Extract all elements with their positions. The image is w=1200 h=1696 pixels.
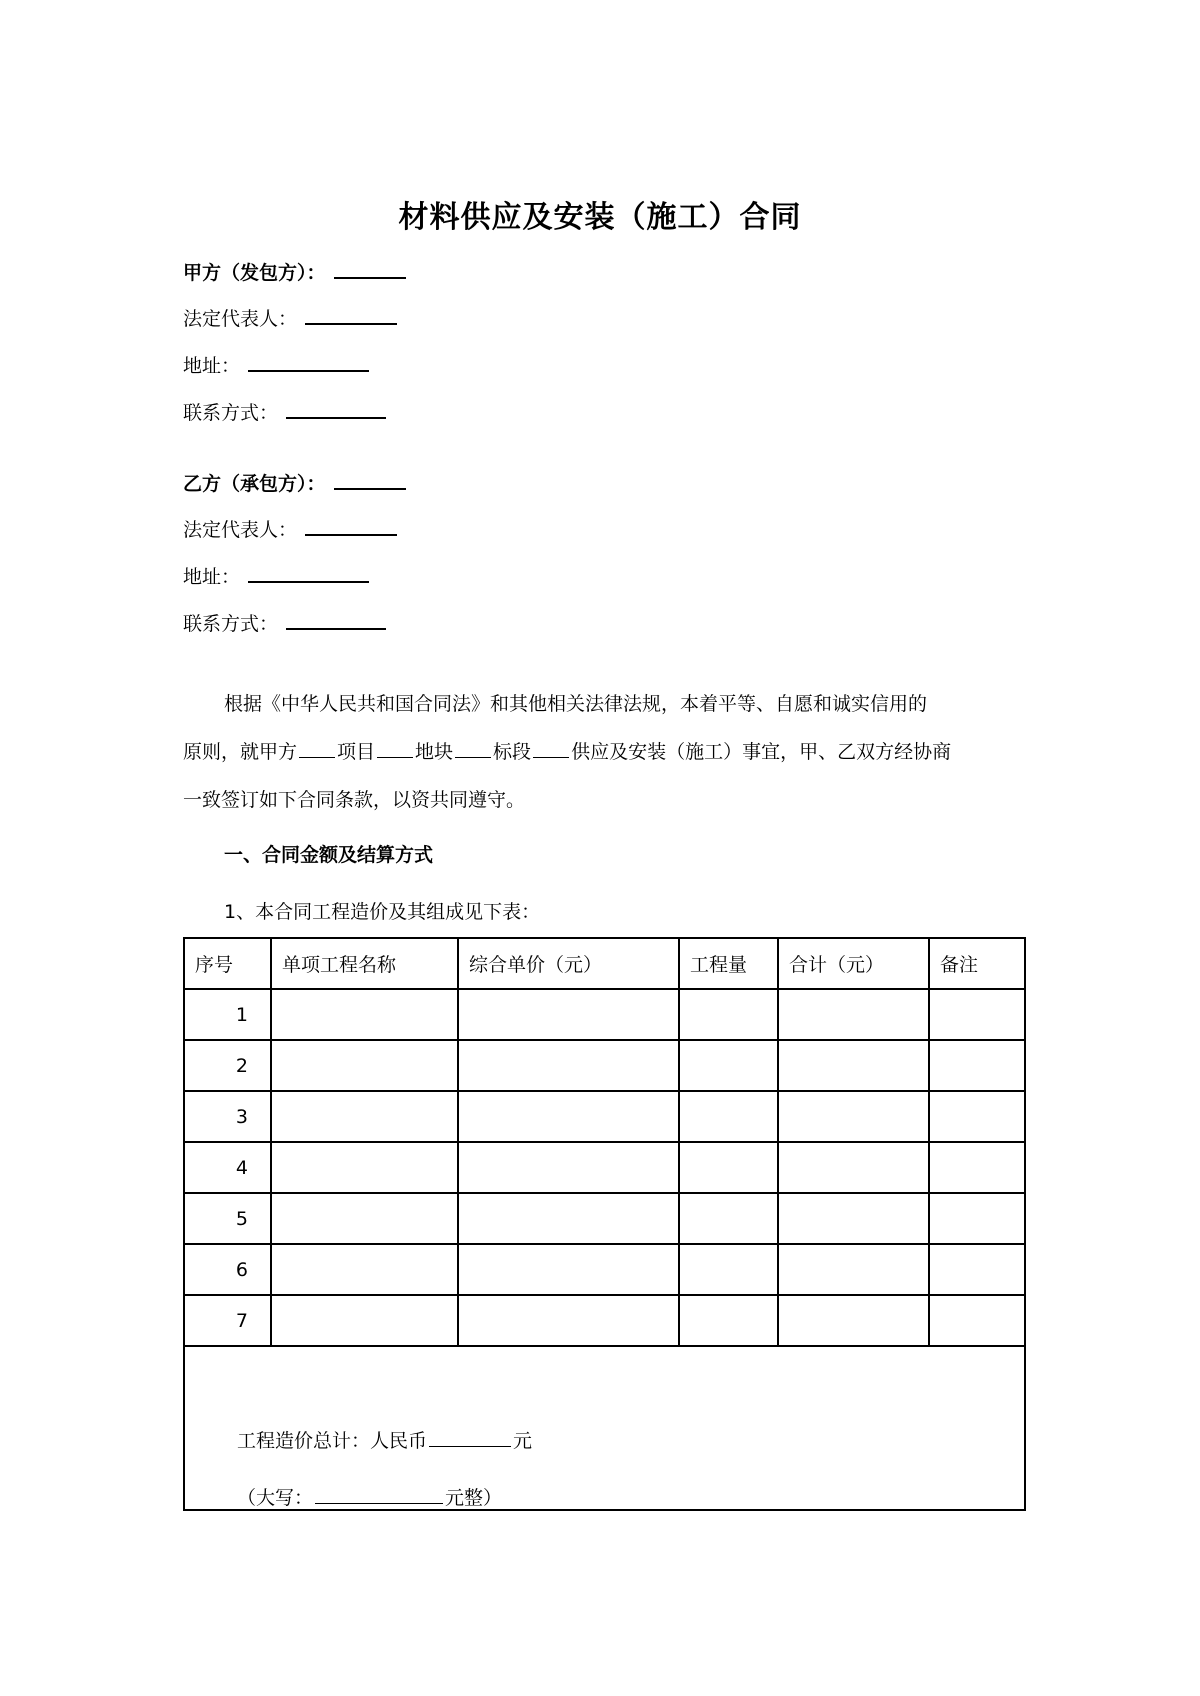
row-number: 5 <box>184 1193 271 1244</box>
cell-quantity[interactable] <box>679 1091 778 1142</box>
row-number: 6 <box>184 1244 271 1295</box>
plot-blank[interactable] <box>377 743 413 758</box>
cell-remarks[interactable] <box>929 1091 1025 1142</box>
total-amount-line <box>237 1426 532 1453</box>
section-blank[interactable] <box>455 743 491 758</box>
party-b-contact-line <box>183 610 386 636</box>
preamble-line-3: 一致签订如下合同条款，以资共同遵守。 <box>183 789 526 811</box>
party-b-address-line <box>183 563 369 589</box>
table-row <box>184 1040 1025 1091</box>
capital-amount-blank[interactable] <box>315 1489 443 1504</box>
party-b-line <box>183 470 406 496</box>
party-a-rep-label: 法定代表人： <box>183 308 298 330</box>
capital-amount-line <box>237 1483 502 1510</box>
preamble-text-c: 地块 <box>415 741 454 763</box>
cell-unit-price[interactable] <box>458 1244 679 1295</box>
header-item-name: 单项工程名称 <box>271 938 458 989</box>
party-a-address-blank[interactable] <box>248 352 369 372</box>
cell-total[interactable] <box>778 1142 929 1193</box>
cell-item-name[interactable] <box>271 1295 458 1346</box>
cell-remarks[interactable] <box>929 989 1025 1040</box>
party-a-blank[interactable] <box>334 259 406 279</box>
cell-quantity[interactable] <box>679 989 778 1040</box>
party-b-contact-blank[interactable] <box>286 610 386 630</box>
total-amount-blank[interactable] <box>429 1432 511 1447</box>
cell-remarks[interactable] <box>929 1040 1025 1091</box>
cell-item-name[interactable] <box>271 1091 458 1142</box>
preamble-line-1: 根据《中华人民共和国合同法》和其他相关法律法规，本着平等、自愿和诚实信用的 <box>224 693 928 715</box>
table-row <box>184 1193 1025 1244</box>
total-label: 工程造价总计：人民币 <box>237 1430 428 1452</box>
cell-total[interactable] <box>778 1091 929 1142</box>
header-remarks: 备注 <box>929 938 1025 989</box>
preamble-text-a: 原则，就甲方 <box>183 741 298 763</box>
document-title: 材料供应及安装（施工）合同 <box>398 200 802 235</box>
cell-quantity[interactable] <box>679 1295 778 1346</box>
table-row <box>184 1295 1025 1346</box>
project-blank[interactable] <box>299 743 335 758</box>
section-1-item-1: 1、本合同工程造价及其组成见下表： <box>224 901 541 923</box>
cell-item-name[interactable] <box>271 1142 458 1193</box>
party-a-address-line <box>183 352 369 378</box>
table-header-row <box>184 938 1025 989</box>
header-total: 合计（元） <box>778 938 929 989</box>
header-unit-price: 综合单价（元） <box>458 938 679 989</box>
cell-item-name[interactable] <box>271 989 458 1040</box>
cell-unit-price[interactable] <box>458 989 679 1040</box>
row-number: 1 <box>184 989 271 1040</box>
party-a-contact-label: 联系方式： <box>183 402 279 424</box>
cell-total[interactable] <box>778 989 929 1040</box>
party-b-blank[interactable] <box>334 470 406 490</box>
header-quantity: 工程量 <box>679 938 778 989</box>
party-b-address-label: 地址： <box>183 566 241 588</box>
cell-unit-price[interactable] <box>458 1091 679 1142</box>
party-b-address-blank[interactable] <box>248 563 369 583</box>
cell-remarks[interactable] <box>929 1193 1025 1244</box>
cell-quantity[interactable] <box>679 1142 778 1193</box>
total-unit: 元 <box>513 1430 533 1452</box>
cell-item-name[interactable] <box>271 1040 458 1091</box>
party-b-rep-blank[interactable] <box>305 516 397 536</box>
cell-remarks[interactable] <box>929 1295 1025 1346</box>
row-number: 2 <box>184 1040 271 1091</box>
party-a-contact-blank[interactable] <box>286 399 386 419</box>
cell-total[interactable] <box>778 1244 929 1295</box>
preamble-text-e: 供应及安装（施工）事宜，甲、乙双方经协商 <box>571 741 952 763</box>
table-row <box>184 1091 1025 1142</box>
party-a-contact-line <box>183 399 386 425</box>
row-number: 3 <box>184 1091 271 1142</box>
item-blank[interactable] <box>533 743 569 758</box>
cell-unit-price[interactable] <box>458 1142 679 1193</box>
cell-remarks[interactable] <box>929 1244 1025 1295</box>
cell-item-name[interactable] <box>271 1193 458 1244</box>
capital-suffix: 元整） <box>445 1487 503 1509</box>
preamble-text-d: 标段 <box>493 741 532 763</box>
party-a-rep-line <box>183 305 397 331</box>
party-b-contact-label: 联系方式： <box>183 613 279 635</box>
party-a-rep-blank[interactable] <box>305 305 397 325</box>
row-number: 4 <box>184 1142 271 1193</box>
cell-total[interactable] <box>778 1295 929 1346</box>
party-a-line <box>183 259 406 285</box>
header-seq: 序号 <box>184 938 271 989</box>
cell-quantity[interactable] <box>679 1040 778 1091</box>
table-total-row <box>184 1346 1025 1510</box>
cell-unit-price[interactable] <box>458 1040 679 1091</box>
row-number: 7 <box>184 1295 271 1346</box>
party-a-address-label: 地址： <box>183 355 241 377</box>
section-1-heading: 一、合同金额及结算方式 <box>224 844 434 866</box>
cell-total[interactable] <box>778 1040 929 1091</box>
preamble-text-b: 项目 <box>337 741 376 763</box>
party-b-rep-label: 法定代表人： <box>183 519 298 541</box>
party-b-rep-line <box>183 516 397 542</box>
cell-quantity[interactable] <box>679 1244 778 1295</box>
cost-table <box>183 937 1026 1511</box>
cell-unit-price[interactable] <box>458 1295 679 1346</box>
table-row <box>184 989 1025 1040</box>
cell-total[interactable] <box>778 1193 929 1244</box>
preamble-line-2 <box>183 737 1023 764</box>
cell-item-name[interactable] <box>271 1244 458 1295</box>
table-row <box>184 1244 1025 1295</box>
table-row <box>184 1142 1025 1193</box>
party-a-label: 甲方（发包方）： <box>183 262 326 284</box>
cell-remarks[interactable] <box>929 1142 1025 1193</box>
party-b-label: 乙方（承包方）： <box>183 473 326 495</box>
capital-prefix: （大写： <box>237 1487 314 1509</box>
cell-quantity[interactable] <box>679 1193 778 1244</box>
cell-unit-price[interactable] <box>458 1193 679 1244</box>
total-cell <box>184 1346 1025 1510</box>
